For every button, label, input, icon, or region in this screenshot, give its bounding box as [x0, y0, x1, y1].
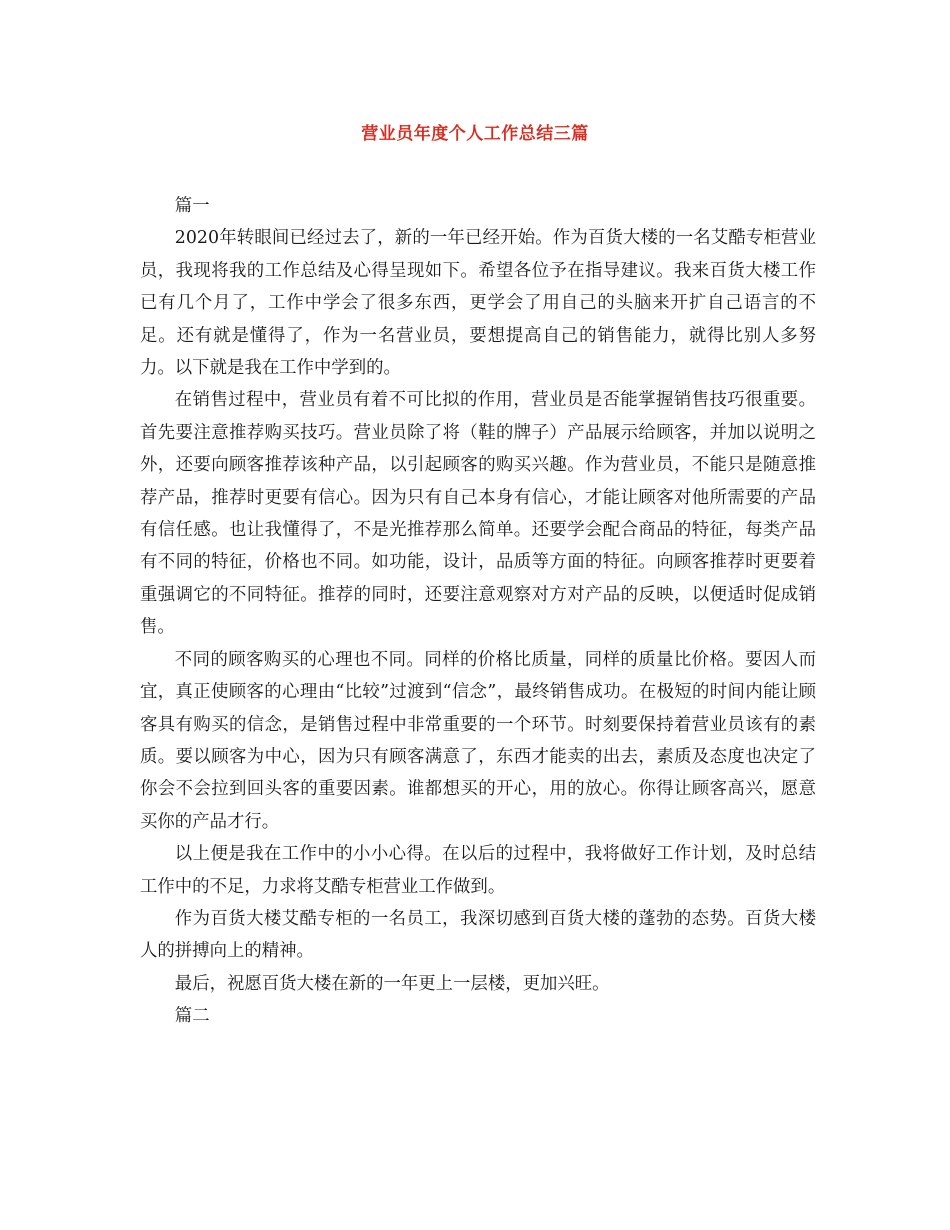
document-body: [140, 190, 816, 1033]
paragraph: 最后，祝愿百货大楼在新的一年更上一层楼，更加兴旺。: [174, 973, 610, 994]
paragraph: 以上便是我在工作中的小小心得。在以后的过程中，我将做好工作计划，及时总结工作中的不足，力求将艾酷专柜营业工作做到。: [140, 844, 816, 897]
paragraph: 作为百货大楼艾酷专柜的一名员工，我深切感到百货大楼的蓬勃的态势。百货大楼人的拼搏向上的精神。: [140, 908, 816, 962]
paragraph: 2020年转眼间已经过去了，新的一年已经开始。作为百货大楼的一名艾酷专柜营业员，我现将我的工作总结及心得呈现如下。希望各位予在指导建议。我来百货大楼工作已有几个月了，工作中学会了很多东西，更学会了用自己的头脑来开扩自己语言的不足。还有就是懂得了，作为一名营业员，要想提高自己的销售能力，就得比别人多努力。以下就是我在工作中学到的。: [140, 228, 816, 379]
section-heading-2: 篇二: [174, 1006, 210, 1027]
document-title: 营业员年度个人工作总结三篇: [361, 124, 589, 144]
section-heading-1: 篇一: [174, 196, 210, 216]
paragraph: 不同的顾客购买的心理也不同。同样的价格比质量，同样的质量比价格。要因人而宜，真正使顾客的心理由“比较”过渡到“信念”，最终销售成功。在极短的时间内能让顾客具有购买的信念，是销售过程中非常重要的一个环节。时刻要保持着营业员该有的素质。要以顾客为中心，因为只有顾客满意了，东西才能卖的出去，素质及态度也决定了你会不会拉到回头客的重要因素。谁都想买的开心，用的放心。你得让顾客高兴，愿意买你的产品才行。: [140, 649, 816, 832]
paragraph: 在销售过程中，营业员有着不可比拟的作用，营业员是否能掌握销售技巧很重要。首先要注意推荐购买技巧。营业员除了将（鞋的牌子）产品展示给顾客，并加以说明之外，还要向顾客推荐该种产品，以引起顾客的购买兴趣。作为营业员，不能只是随意推荐产品，推荐时更要有信心。因为只有自己本身有信心，才能让顾客对他所需要的产品有信任感。也让我懂得了，不是光推荐那么简单。还要学会配合商品的特征，每类产品有不同的特征，价格也不同。如功能，设计，品质等方面的特征。向顾客推荐时更要着重强调它的不同特征。推荐的同时，还要注意观察对方对产品的反映，以便适时促成销售。: [140, 390, 816, 638]
